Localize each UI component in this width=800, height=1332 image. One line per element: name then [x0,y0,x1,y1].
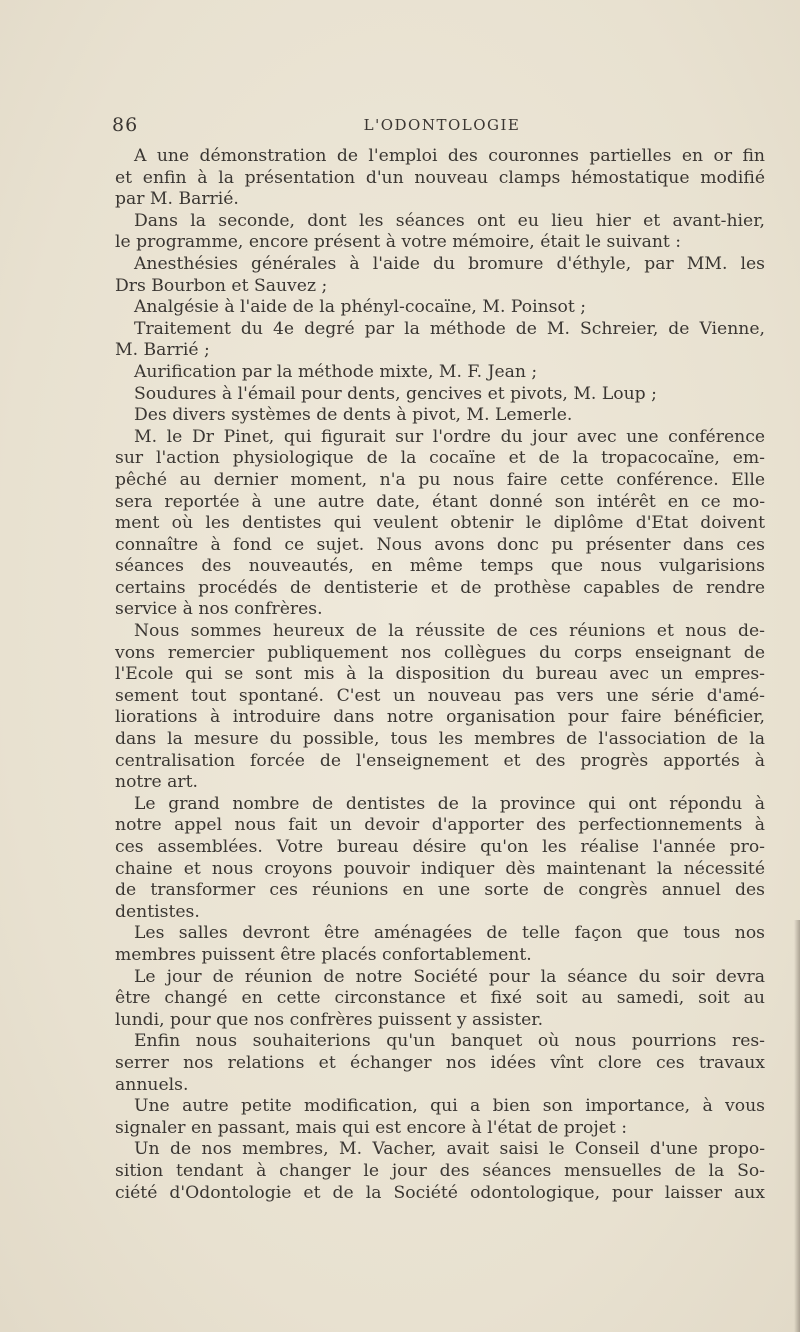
text-line: pêché au dernier moment, n'a pu nous faire cette conférence. Elle [115,469,765,490]
text-line: Analgésie à l'aide de la phényl-cocaïne, M. Poinsot ; [134,297,586,318]
text-line: Soudures à l'émail pour dents, gencives et pivots, M. Loup ; [134,383,657,404]
text-line: sement tout spontané. C'est un nouveau pas vers une série d'amé- [115,685,765,706]
text-line: Drs Bourbon et Sauvez ; [115,275,328,296]
text-line: Une autre petite modification, qui a bien son importance, à vous [134,1096,765,1117]
text-line: dans la mesure du possible, tous les membres de l'association de la [115,729,765,750]
text-line: Aurification par la méthode mixte, M. F. Jean ; [134,361,538,382]
text-line: connaître à fond ce sujet. Nous avons donc pu présenter dans ces [115,534,765,555]
page-header [112,114,772,136]
text-line: dentistes. [115,901,200,922]
text-line: service à nos confrères. [115,599,323,620]
text-line: sur l'action physiologique de la cocaïne et de la tropacocaïne, em- [115,448,765,469]
text-line: M. Barrié ; [115,340,210,361]
page-edge-shadow [794,920,800,1332]
text-line: A une démonstration de l'emploi des couronnes partielles en or fin [134,146,765,166]
body-text [115,146,765,1204]
text-line: Un de nos membres, M. Vacher, avait saisi le Conseil d'une propo- [134,1139,765,1160]
text-line: ces assemblées. Votre bureau désire qu'on les réalise l'année pro- [115,837,765,857]
text-line: chaine et nous croyons pouvoir indiquer dès maintenant la nécessité [115,858,765,879]
text-line: par M. Barrié. [115,189,239,210]
text-line: sition tendant à changer le jour des séances mensuelles de la So- [115,1160,765,1181]
text-line: ment où les dentistes qui veulent obtenir le diplôme d'Etat doivent [115,513,765,534]
text-line: Dans la seconde, dont les séances ont eu lieu hier et avant-hier, [134,210,765,231]
text-line: Les salles devront être aménagées de telle façon que tous nos [134,923,765,944]
text-line: ciété d'Odontologie et de la Société odontologique, pour laisser aux [115,1182,765,1203]
text-line: serrer nos relations et échanger nos idées vînt clore ces travaux [115,1052,765,1073]
text-line: notre art. [115,772,199,793]
text-line: le programme, encore présent à votre mémoire, était le suivant : [115,232,682,253]
text-line: Nous sommes heureux de la réussite de ces réunions et nous de- [134,621,765,642]
text-line: Des divers systèmes de dents à pivot, M. Lemerle. [134,405,573,426]
text-line: et enfin à la présentation d'un nouveau clamps hémostatique modifié [115,167,765,188]
text-line: notre appel nous fait un devoir d'apporter des perfectionnements à [115,815,765,836]
text-line: séances des nouveautés, en même temps que nous vulgarisions [115,556,765,577]
text-line: membres puissent être placés confortablement. [115,944,532,965]
running-title: L'ODONTOLOGIE [363,116,521,134]
text-line: Anesthésies générales à l'aide du bromure d'éthyle, par MM. les [134,253,765,274]
text-line: Le grand nombre de dentistes de la province qui ont répondu à [134,793,765,814]
text-line: de transformer ces réunions en une sorte de congrès annuel des [115,880,765,901]
text-line: Le jour de réunion de notre Société pour la séance du soir devra [134,966,765,987]
text-line: M. le Dr Pinet, qui figurait sur l'ordre du jour avec une conférence [134,426,765,447]
text-line: annuels. [115,1074,189,1095]
page-number: 86 [112,114,139,136]
text-line: signaler en passant, mais qui est encore à l'état de projet : [115,1117,628,1138]
text-line: être changé en cette circonstance et fixé soit au samedi, soit au [115,988,765,1009]
text-line: Traitement du 4e degré par la méthode de M. Schreier, de Vienne, [134,318,765,339]
text-line: l'Ecole qui se sont mis à la disposition du bureau avec un empres- [115,664,765,685]
text-line: liorations à introduire dans notre organisation pour faire bénéficier, [115,707,765,728]
text-line: lundi, pour que nos confrères puissent y assister. [115,1009,544,1030]
text-line: sera reportée à une autre date, étant donné son intérêt en ce mo- [115,491,765,512]
text-line: Enfin nous souhaiterions qu'un banquet où nous pourrions res- [134,1031,765,1052]
text-line: centralisation forcée de l'enseignement et des progrès apportés à [115,750,765,771]
text-line: vons remercier publiquement nos collègues du corps enseignant de [115,642,765,663]
text-line: certains procédés de dentisterie et de prothèse capables de rendre [115,577,765,598]
